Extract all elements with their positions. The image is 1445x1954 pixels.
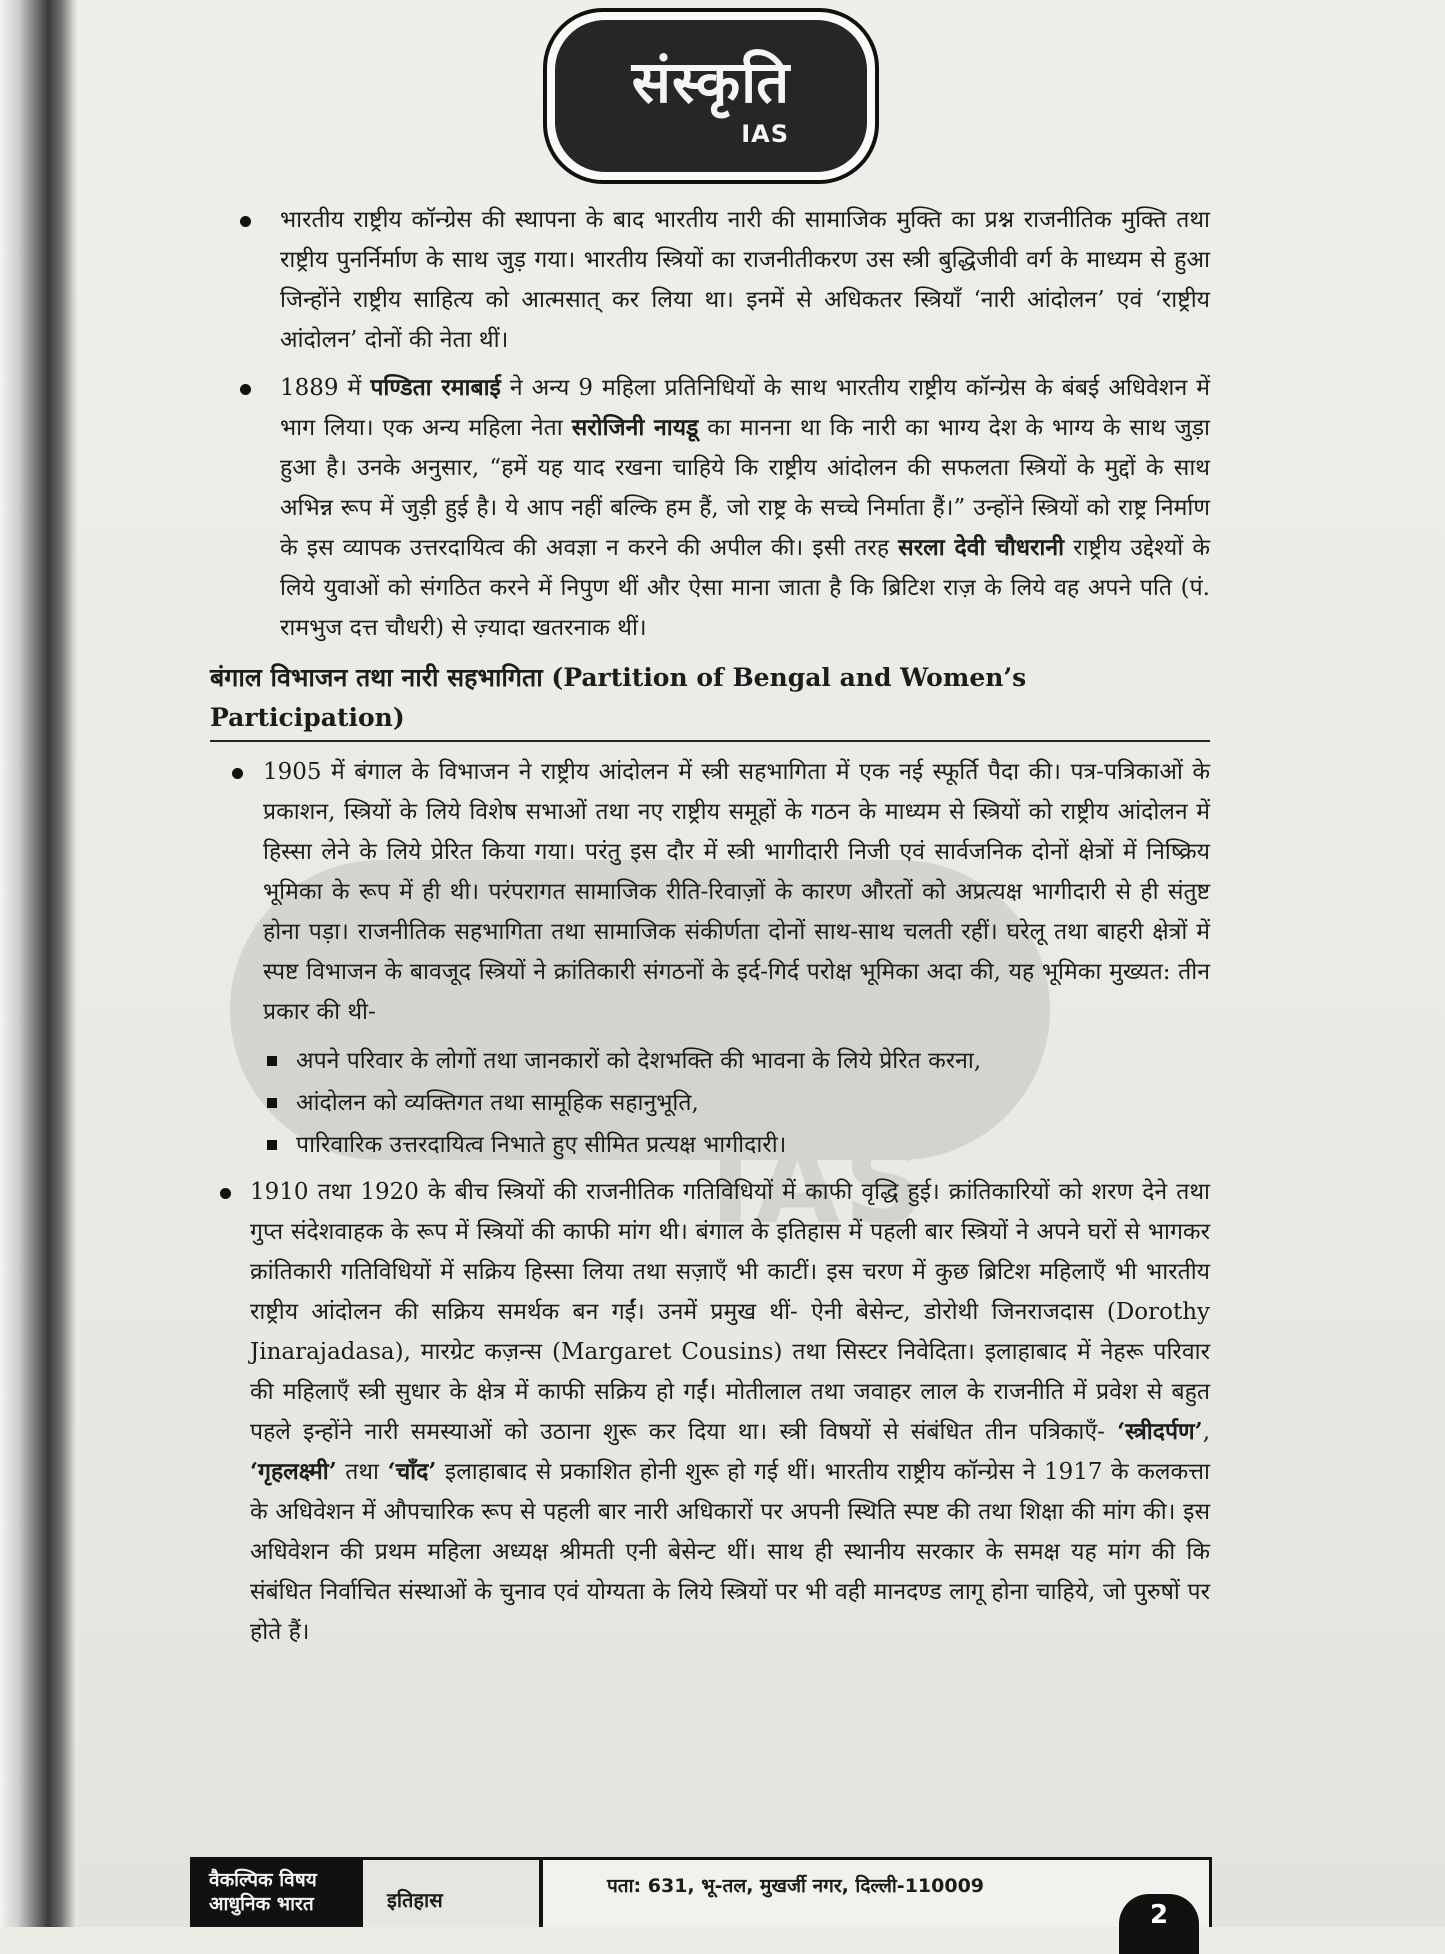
bold-name: पण्डिता रमाबाई bbox=[370, 374, 501, 401]
bullet-paragraph bbox=[210, 200, 1210, 360]
sub-list-item bbox=[210, 1040, 1210, 1082]
bullet-dot-icon bbox=[232, 768, 243, 779]
logo-badge bbox=[555, 20, 867, 172]
sub-list-item bbox=[210, 1082, 1210, 1124]
paragraph-text: 1905 में बंगाल के विभाजन ने राष्ट्रीय आंदोलन में स्त्री सहभागिता में एक नई स्फूर्ति पैदा की। पत्र-पत्रिकाओं के प्रकाशन, स्त्रियों के लिये विशेष सभाओं तथा नए राष्ट्रीय समूहों के गठन के माध्यम से स्त्रियों को राष्ट्रीय आंदोलन में हिस्सा लेने के लिये प्रेरित किया गया। परंतु इस दौर में स्त्री भागीदारी निजी एवं सार्वजनिक दोनों क्षेत्रों में निष्क्रिय भूमिका के रूप में ही थी। परंपरागत सामाजिक रीति-रिवाज़ों के कारण औरतों को अप्रत्यक्ष भागीदारी से ही संतुष्ट होना पड़ा। राजनीतिक सहभागिता तथा सामाजिक संकीर्णता दोनों साथ-साथ चलती रहीं। घरेलू तथा बाहरी क्षेत्रों में स्पष्ट विभाजन के बावजूद स्त्रियों ने क्रांतिकारी संगठनों के इर्द-गिर्द परोक्ष भूमिका अदा की, यह भूमिका मुख्यत: तीन प्रकार की थी- bbox=[263, 759, 1210, 1025]
bullet-paragraph bbox=[210, 1172, 1210, 1652]
sub-item-text: आंदोलन को व्यक्तिगत तथा सामूहिक सहानुभूति, bbox=[296, 1090, 699, 1116]
square-bullet-icon bbox=[267, 1140, 277, 1150]
bold-magazine-name: ‘स्त्रीदर्पण’ bbox=[1117, 1418, 1203, 1445]
sub-item-text: अपने परिवार के लोगों तथा जानकारों को देशभक्ति की भावना के लिये प्रेरित करना, bbox=[296, 1048, 982, 1074]
text-run: ने अन्य 9 महिला प्रतिनिधियों के साथ भारतीय राष्ट्रीय कॉन्ग्रेस के बंबई अधिवेशन में भाग लिया। एक अन्य महिला नेता bbox=[280, 375, 1210, 441]
bullet-paragraph bbox=[210, 752, 1210, 1032]
text-run: 1910 तथा 1920 के बीच स्त्रियों की राजनीतिक गतिविधियों में काफी वृद्धि हुई। क्रांतिकारियों को शरण देने तथा गुप्त संदेशवाहक के रूप में स्त्रियों की काफी मांग थी। बंगाल के इतिहास में पहली बार स्त्रियों ने अपने घरों से भागकर क्रांतिकारी गतिविधियों में सक्रिय हिस्सा लिया तथा सज़ाएँ भी काटीं। इस चरण में कुछ ब्रिटिश महिलाएँ भी भारतीय राष्ट्रीय आंदोलन की सक्रिय समर्थक बन गईं। उनमें प्रमुख थीं- ऐनी बेसेन्ट, डोरोथी जिनराजदास (Dorothy Jinarajadasa), मारग्रेट कज़न्स (Margaret Cousins) तथा सिस्टर निवेदिता। इलाहाबाद में नेहरू परिवार की महिलाएँ स्त्री सुधार के क्षेत्र में काफी सक्रिय हो गईं। मोतीलाल तथा जवाहर लाल के राजनीति में प्रवेश से बहुत पहले इन्होंने नारी समस्याओं को उठाना शुरू कर दिया था। स्त्री विषयों से संबंधित तीन पत्रिकाएँ- bbox=[250, 1179, 1210, 1445]
footer-subject-line: आधुनिक भारत bbox=[209, 1893, 314, 1915]
bullet-paragraph bbox=[210, 368, 1210, 648]
page-number: 2 bbox=[1119, 1894, 1199, 1954]
text-run: राष्ट्रीय उद्देश्यों के लिये युवाओं को संगठित करने में निपुण थीं और ऐसा माना जाता है कि ब्रिटिश राज़ के लिये वह अपने पति (पं. रामभुज दत्त चौधरी) से ज़्यादा खतरनाक थीं। bbox=[280, 535, 1210, 641]
bold-name: सरोजिनी नायडू bbox=[571, 414, 699, 441]
logo-sub-text: IAS bbox=[741, 120, 789, 148]
bold-magazine-name: ‘चाँद’ bbox=[387, 1458, 437, 1485]
sanskriti-ias-logo bbox=[543, 8, 879, 184]
section-bengal-partition bbox=[210, 752, 1210, 1166]
paragraph-text: भारतीय राष्ट्रीय कॉन्ग्रेस की स्थापना के बाद भारतीय नारी की सामाजिक मुक्ति का प्रश्न राजनीतिक मुक्ति तथा राष्ट्रीय पुनर्निर्माण के साथ जुड़ गया। भारतीय स्त्रियों का राजनीतीकरण उस स्त्री बुद्धिजीवी वर्ग के माध्यम से हुआ जिन्होंने राष्ट्रीय साहित्य को आत्मसात् कर लिया था। इनमें से अधिकतर स्त्रियाँ ‘नारी आंदोलन’ एवं ‘राष्ट्रीय आंदोलन’ दोनों की नेता थीं। bbox=[280, 207, 1210, 353]
page-footer bbox=[190, 1857, 1212, 1930]
logo-main-text: संस्कृति bbox=[631, 48, 791, 116]
footer-topic: इतिहास bbox=[363, 1860, 543, 1927]
paragraph-text bbox=[280, 368, 1210, 648]
text-run: का मानना था कि नारी का भाग्य देश के भाग्य के साथ जुड़ा हुआ है। उनके अनुसार, “हमें यह याद रखना चाहिये कि राष्ट्रीय आंदोलन की सफलता स्त्रियों के मुद्दों के साथ अभिन्न रूप में जुड़ी हुई है। ये आप नहीं बल्कि हम हैं, जो राष्ट्र के सच्चे निर्माता हैं।” उन्होंने स्त्रियों को राष्ट्र निर्माण के इस व्यापक उत्तरदायित्व की अवज्ञा न करने की अपील की। इसी तरह bbox=[280, 415, 1210, 561]
section-intro bbox=[210, 200, 1210, 648]
section-heading: बंगाल विभाजन तथा नारी सहभागिता (Partition of Bengal and Women’s Participation) bbox=[210, 658, 1210, 742]
sub-list-item bbox=[210, 1124, 1210, 1166]
footer-subject-box bbox=[193, 1860, 363, 1927]
footer-address: पता: 631, भू-तल, मुखर्जी नगर, दिल्ली-110009 bbox=[607, 1875, 985, 1897]
footer-subject-line: वैकल्पिक विषय bbox=[209, 1869, 317, 1891]
bullet-dot-icon bbox=[240, 216, 251, 227]
square-bullet-icon bbox=[267, 1056, 277, 1066]
text-run: तथा bbox=[336, 1459, 388, 1485]
bold-name: सरला देवी चौधरानी bbox=[898, 534, 1065, 561]
sub-list bbox=[210, 1040, 1210, 1166]
paragraph-text bbox=[250, 1172, 1210, 1652]
book-gutter bbox=[0, 0, 78, 1927]
square-bullet-icon bbox=[267, 1098, 277, 1108]
text-run: 1889 में bbox=[280, 375, 371, 401]
section-1910-1920 bbox=[210, 1172, 1210, 1652]
bold-magazine-name: ‘गृहलक्ष्मी’ bbox=[250, 1458, 337, 1485]
page-content bbox=[210, 200, 1210, 1660]
bullet-dot-icon bbox=[220, 1188, 231, 1199]
sub-item-text: पारिवारिक उत्तरदायित्व निभाते हुए सीमित प्रत्यक्ष भागीदारी। bbox=[296, 1132, 787, 1158]
bullet-dot-icon bbox=[240, 384, 251, 395]
text-run: , bbox=[1202, 1419, 1210, 1445]
text-run: इलाहाबाद से प्रकाशित होनी शुरू हो गई थीं। भारतीय राष्ट्रीय कॉन्ग्रेस ने 1917 के कलकत्ता के अधिवेशन में औपचारिक रूप से पहली बार नारी अधिकारों पर अपनी स्थिति स्पष्ट की तथा शिक्षा की मांग की। इस अधिवेशन की प्रथम महिला अध्यक्ष श्रीमती एनी बेसेन्ट थीं। साथ ही स्थानीय सरकार के समक्ष यह मांग की कि संबंधित निर्वाचित संस्थाओं के चुनाव एवं योग्यता के लिये स्त्रियों पर भी वही मानदण्ड लागू होना चाहिये, जो पुरुषों पर होते हैं। bbox=[250, 1459, 1210, 1645]
